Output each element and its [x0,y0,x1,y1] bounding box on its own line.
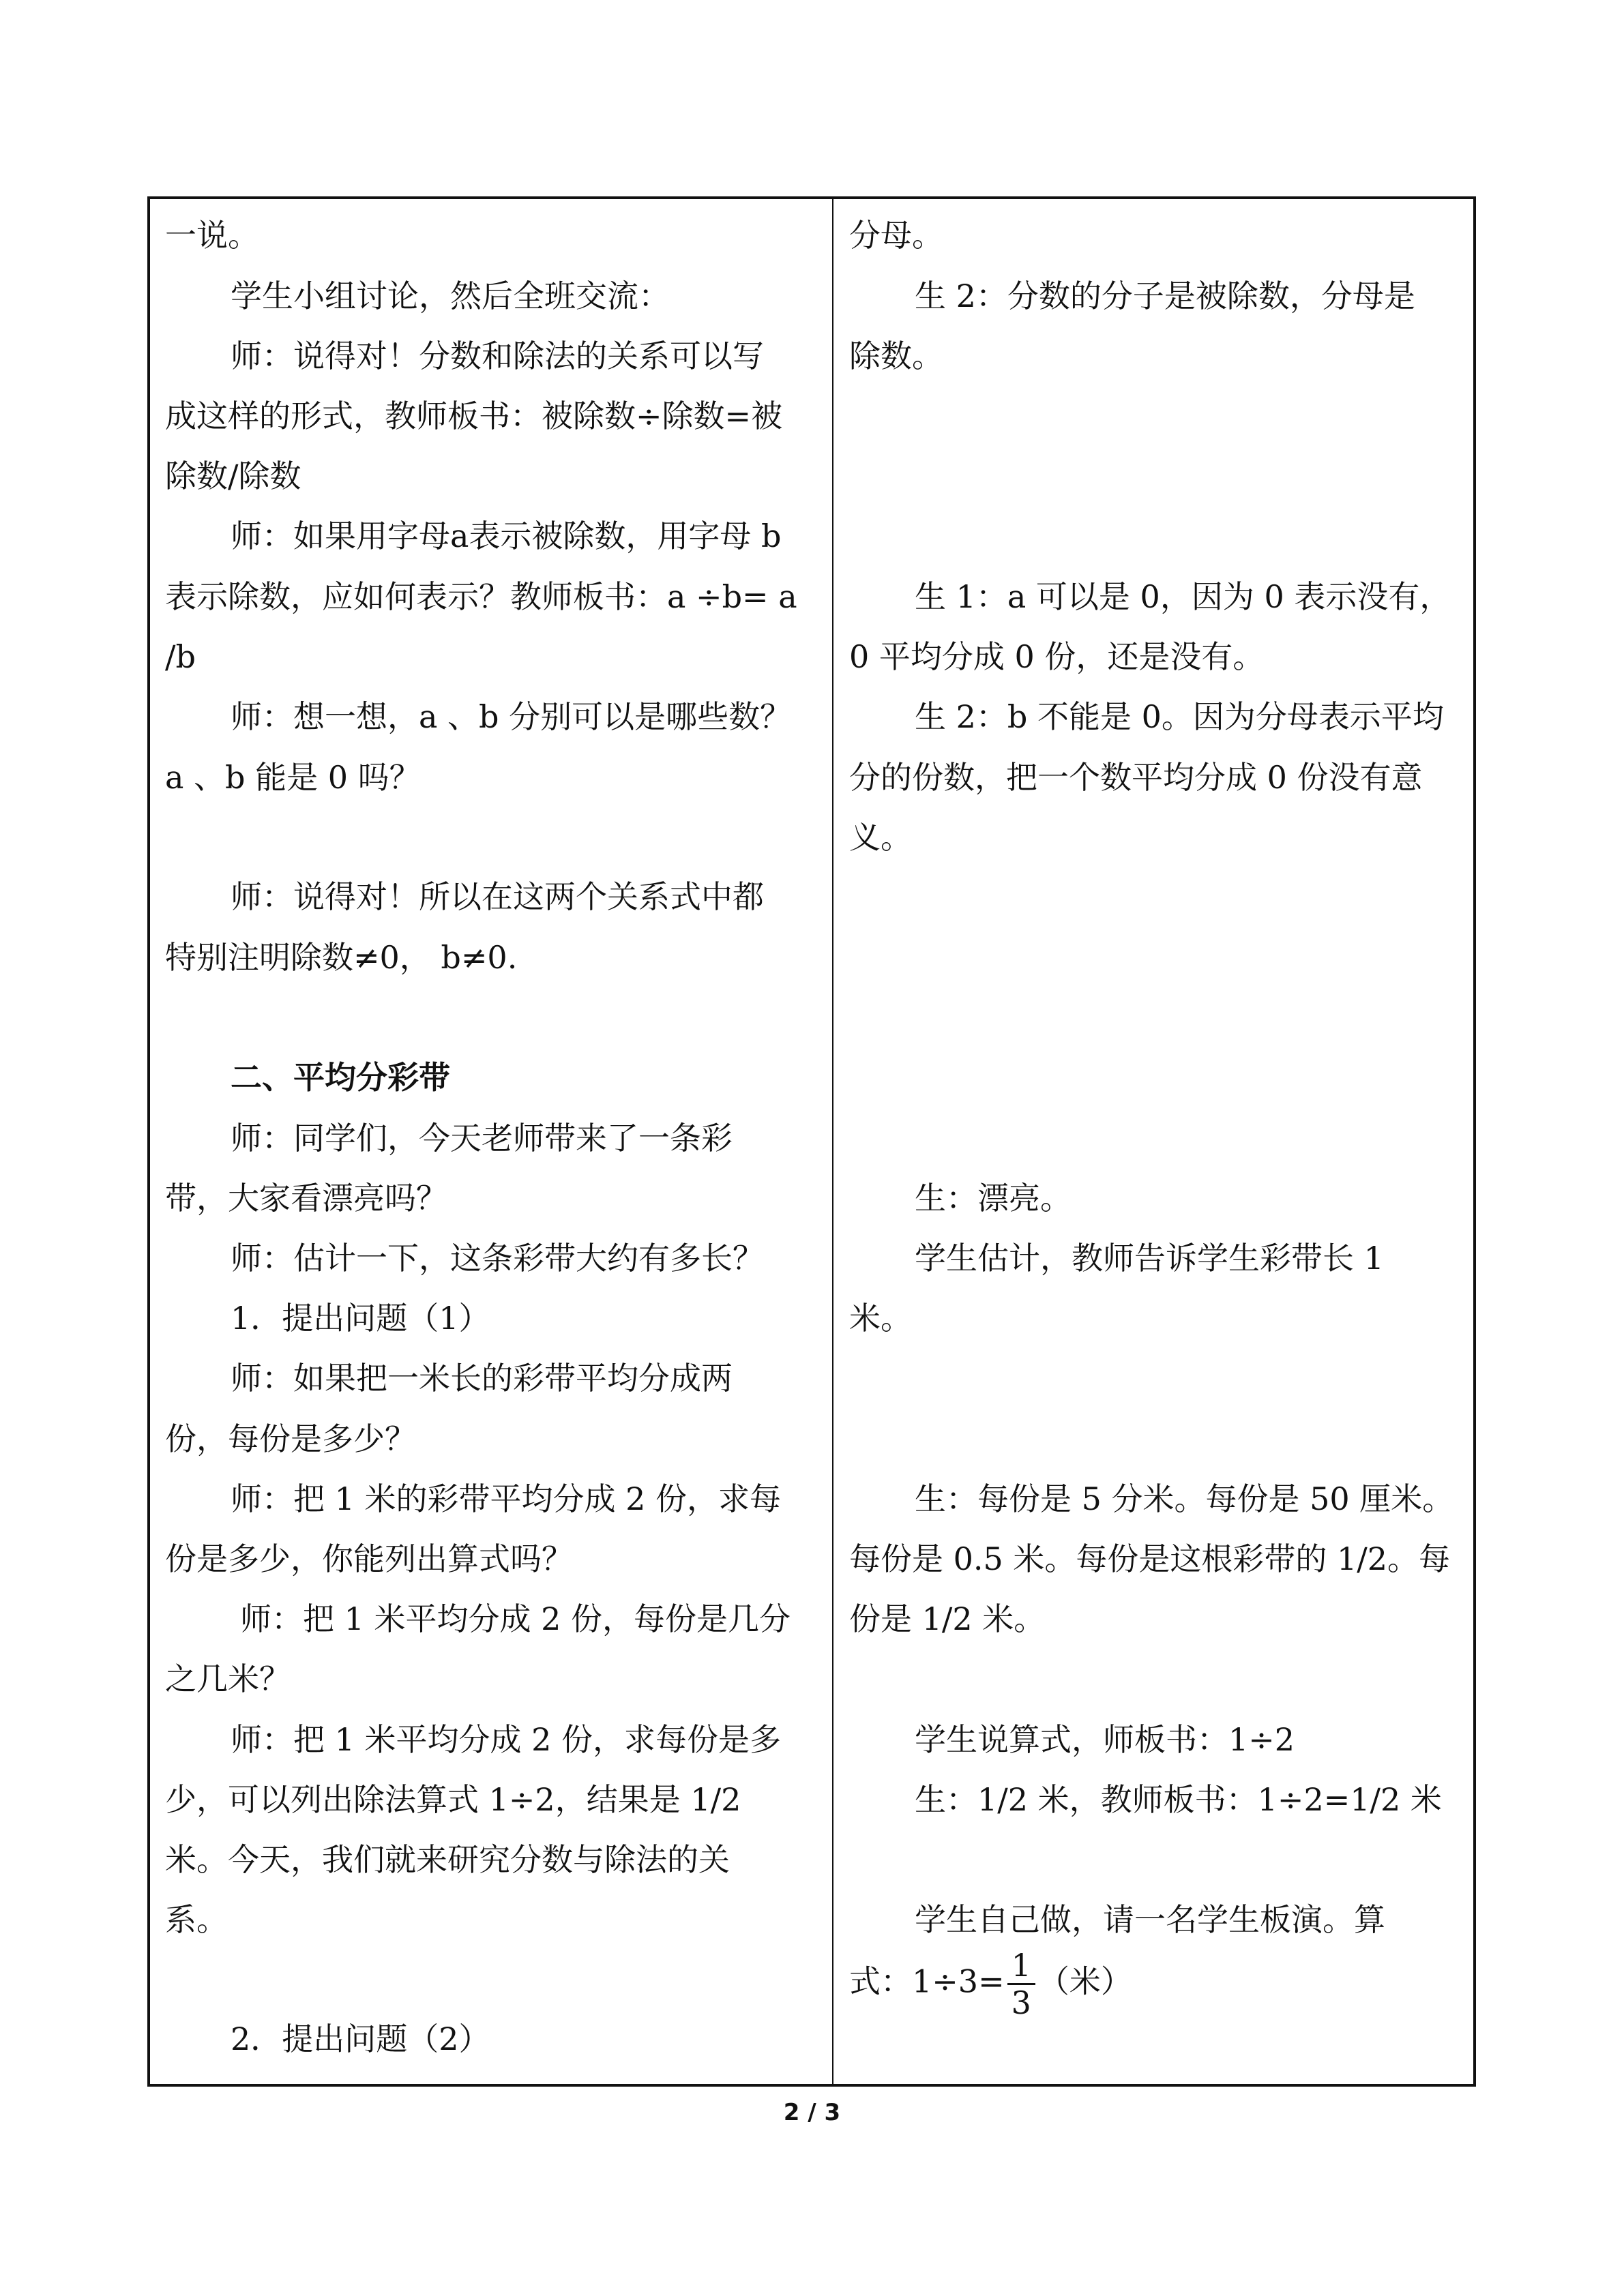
left-line: 师：想一想，a 、b 分别可以是哪些数？ [231,698,792,735]
left-line: 师：如果把一米长的彩带平均分成两 [231,1360,733,1397]
left-line: 特别注明除数≠0， b≠0. [165,939,518,976]
left-line: 系。 [165,1901,228,1938]
right-line: 生：漂亮。 [915,1180,1072,1217]
formula-suffix: （米） [1037,1963,1132,2000]
left-line: 之几米？ [165,1660,291,1697]
right-line: 米。 [849,1300,912,1337]
right-line: 生 2：分数的分子是被除数，分母是 [915,278,1415,314]
column-divider [832,196,833,2087]
left-line: 师：如果用字母a表示被除数，用字母 b [231,518,782,554]
formula-prefix: 式：1÷3= [849,1963,1005,2000]
left-line: 米。今天，我们就来研究分数与除法的关 [165,1841,730,1878]
right-line: 生 2：b 不能是 0。因为分母表示平均 [915,698,1444,735]
left-line: 师：把 1 米平均分成 2 份，求每份是多 [231,1721,782,1758]
left-line: 师：估计一下，这条彩带大约有多长？ [231,1240,764,1277]
left-line: 表示除数，应如何表示？教师板书：a ÷b= a [165,578,797,615]
fraction-numerator: 1 [1007,1948,1035,1985]
left-line: 师：把 1 米平均分成 2 份，每份是几分 [240,1600,791,1637]
left-line: 成这样的形式，教师板书：被除数÷除数=被 [165,398,783,434]
section-heading: 二、平均分彩带 [231,1059,450,1096]
formula-line [849,1948,1132,2021]
right-line: 学生说算式，师板书：1÷2 [915,1721,1295,1758]
right-line: 每份是 0.5 米。每份是这根彩带的 1/2。每 [849,1540,1451,1577]
left-line: 份是多少，你能列出算式吗？ [165,1540,573,1577]
right-line: 生：1/2 米，教师板书：1÷2=1/2 米 [915,1781,1442,1818]
right-line: 分的份数，把一个数平均分成 0 份没有意 [849,759,1423,796]
left-line: 份，每份是多少？ [165,1420,416,1457]
right-line: 义。 [849,819,912,856]
right-line: 份是 1/2 米。 [849,1600,1046,1637]
left-line: 1．提出问题（1） [231,1300,490,1337]
left-line: 带，大家看漂亮吗？ [165,1180,447,1217]
left-line: 师：说得对！所以在这两个关系式中都 [231,878,764,915]
left-line: 2．提出问题（2） [231,2021,490,2057]
right-line: 除数。 [849,338,943,374]
left-line: 一说。 [165,217,259,254]
right-line: 生：每份是 5 分米。每份是 50 厘米。 [915,1480,1454,1517]
left-line: 除数/除数 [165,458,301,494]
left-line: 少，可以列出除法算式 1÷2，结果是 1/2 [165,1781,741,1818]
right-line: 学生估计，教师告诉学生彩带长 1 [915,1240,1384,1277]
left-line: /b [165,638,196,675]
left-line: 师：说得对！分数和除法的关系可以写 [231,338,764,374]
right-line: 生 1：a 可以是 0，因为 0 表示没有， [915,578,1451,615]
right-line: 0 平均分成 0 份，还是没有。 [849,638,1265,675]
fraction [1007,1948,1035,2021]
right-line: 分母。 [849,217,943,254]
left-line: 学生小组讨论，然后全班交流： [231,278,670,314]
left-line: 师：同学们，今天老师带来了一条彩 [231,1120,733,1157]
right-line: 学生自己做，请一名学生板演。算 [915,1901,1385,1938]
left-line: a 、b 能是 0 吗？ [165,759,421,796]
page-number: 2 / 3 [783,2099,841,2126]
left-line: 师：把 1 米的彩带平均分成 2 份，求每 [231,1480,782,1517]
fraction-denominator: 3 [1011,1984,1031,2021]
